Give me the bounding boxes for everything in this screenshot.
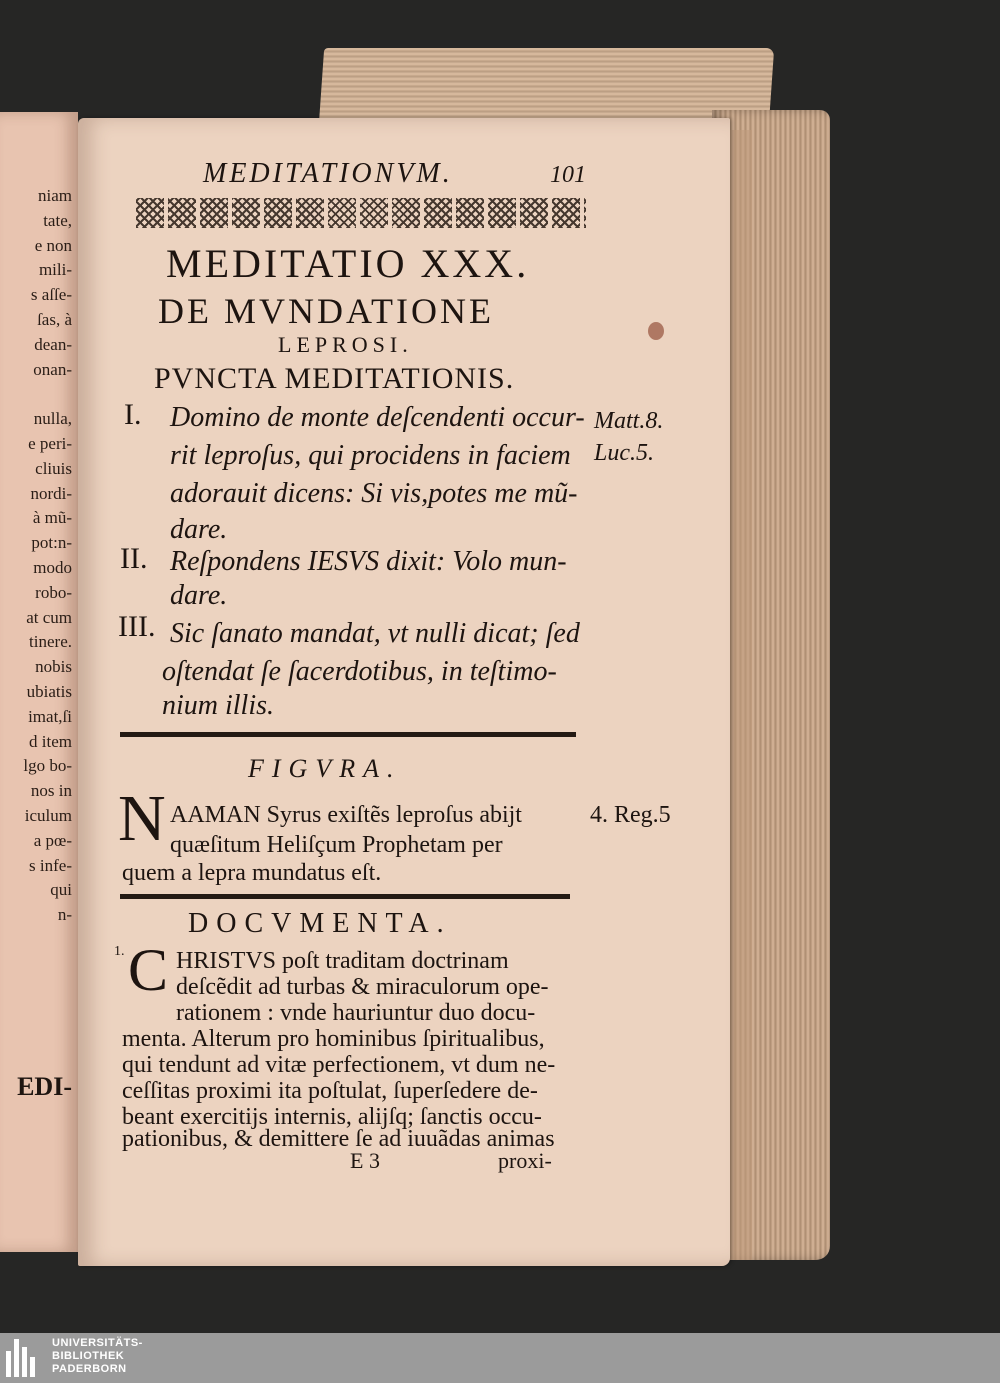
drop-initial: C bbox=[128, 937, 169, 1003]
documenta-line: HRISTVS poſt traditam doctrinam bbox=[176, 948, 509, 974]
left-page-fragment: à mũ- bbox=[32, 508, 72, 528]
left-page-fragment: qui bbox=[50, 880, 72, 900]
documenta-line: rationem : vnde hauriuntur duo docu- bbox=[176, 1000, 536, 1026]
library-footer bbox=[0, 1333, 1000, 1383]
divider-rule bbox=[120, 894, 570, 899]
left-page-fragment: dean- bbox=[34, 334, 72, 354]
left-page-fragment: tinere. bbox=[29, 632, 72, 652]
left-page-fragment: cliuis bbox=[35, 458, 72, 478]
figura-line: quæſitum Heliſçum Prophetam per bbox=[170, 832, 503, 858]
left-page-fragment: n- bbox=[57, 905, 72, 925]
point-numeral: II. bbox=[120, 542, 148, 575]
signature-mark: E 3 bbox=[350, 1148, 380, 1173]
point-numeral: III. bbox=[118, 610, 156, 643]
ornament-band bbox=[136, 198, 586, 228]
left-page-fragment: tate, bbox=[43, 210, 72, 230]
margin-reference: 4. Reg.5 bbox=[590, 802, 671, 828]
right-page bbox=[78, 118, 730, 1266]
point-line: rit leproſus, qui procidens in faciem bbox=[170, 440, 571, 471]
library-name-line: UNIVERSITÄTS- bbox=[52, 1337, 143, 1349]
left-page-fragment: imat,ſi bbox=[28, 706, 72, 726]
point-line: dare. bbox=[170, 514, 228, 545]
library-name bbox=[52, 1337, 143, 1376]
running-header: MEDITATIONVM. bbox=[203, 158, 453, 189]
documenta-line: ceſſitas proximi ita poſtulat, ſuperſedere de- bbox=[122, 1078, 538, 1104]
page-edge-shadow bbox=[730, 130, 752, 1260]
left-page-fragment: lgo bo- bbox=[23, 756, 72, 776]
left-page-fragment: nulla, bbox=[33, 409, 72, 429]
point-line: adorauit dicens: Si vis,potes me mũ- bbox=[170, 478, 578, 509]
puncta-heading: PVNCTA MEDITATIONIS. bbox=[154, 362, 515, 395]
library-name-line: PADERBORN bbox=[52, 1363, 127, 1375]
point-numeral: I. bbox=[124, 398, 142, 431]
point-line: Reſpondens IESVS dixit: Volo mun- bbox=[170, 546, 567, 577]
figura-heading: FIGVRA. bbox=[248, 754, 402, 783]
figura-line: AAMAN Syrus exiſtẽs leproſus abijt bbox=[170, 802, 522, 828]
documenta-line: deſcẽdit ad turbas & miraculorum ope- bbox=[176, 974, 549, 1000]
left-page-fragment: niam bbox=[38, 186, 72, 205]
left-page-fragment: ſas, à bbox=[37, 310, 72, 329]
point-line: Domino de monte deſcendenti occur- bbox=[170, 402, 585, 433]
library-logo-icon bbox=[6, 1339, 44, 1377]
divider-rule bbox=[120, 732, 576, 737]
left-page-fragment: d item bbox=[29, 731, 72, 751]
left-page-fragment: nobis bbox=[35, 657, 72, 677]
left-page-fragment: iculum bbox=[24, 806, 72, 825]
paper-stain bbox=[648, 322, 664, 340]
margin-reference: Matt.8. bbox=[594, 408, 664, 434]
point-line: nium illis. bbox=[162, 690, 275, 721]
documenta-heading: DOCVMENTA. bbox=[188, 908, 452, 939]
left-page-fragment: mili- bbox=[38, 260, 72, 280]
point-line: oſtendat ſe ſacerdotibus, in teſtimo- bbox=[162, 656, 557, 687]
left-page-fragment: a pœ- bbox=[33, 830, 72, 850]
catchword: proxi- bbox=[498, 1148, 552, 1173]
left-page-fragment: modo bbox=[33, 558, 72, 577]
left-page-fragment: nordi- bbox=[30, 483, 72, 503]
left-page-fragment: e peri- bbox=[28, 434, 72, 453]
meditation-subtitle-2: LEPROSI. bbox=[278, 332, 413, 357]
documenta-line: pationibus, & demittere ſe ad iuuãdas animas bbox=[122, 1126, 555, 1152]
figura-line: quem a lepra mundatus eſt. bbox=[122, 860, 382, 886]
left-page-fragment: pot:n- bbox=[31, 533, 72, 553]
library-name-line: BIBLIOTHEK bbox=[52, 1350, 125, 1362]
left-page-fragment: e non bbox=[34, 235, 72, 255]
left-page-fragment: s aſſe- bbox=[30, 285, 72, 305]
documenta-line: beant exercitijs internis, alijſq; ſanctis occu- bbox=[122, 1104, 542, 1130]
margin-reference: Luc.5. bbox=[594, 440, 654, 466]
documentum-number: 1. bbox=[114, 944, 125, 959]
point-line: Sic ſanato mandat, vt nulli dicat; ſed bbox=[170, 618, 580, 649]
page-number: 101 bbox=[550, 162, 586, 188]
left-page-heading: EDI- bbox=[17, 1072, 72, 1101]
documenta-line: qui tendunt ad vitæ perfectionem, vt dum ne- bbox=[122, 1052, 556, 1078]
left-page-fragment: s infe- bbox=[29, 855, 72, 875]
documenta-line: menta. Alterum pro hominibus ſpiritualibus, bbox=[122, 1026, 545, 1052]
left-page-fragment: onan- bbox=[33, 359, 72, 379]
meditation-subtitle: DE MVNDATIONE bbox=[158, 291, 494, 331]
drop-initial: N bbox=[118, 782, 166, 855]
left-page-fragment: robo- bbox=[35, 582, 72, 602]
left-page-fragment: ubiatis bbox=[26, 682, 72, 701]
point-line: dare. bbox=[170, 580, 228, 611]
left-page bbox=[0, 112, 78, 1252]
left-page-fragment: nos in bbox=[30, 781, 72, 801]
meditation-title: MEDITATIO XXX. bbox=[166, 241, 530, 286]
left-page-fragment: at cum bbox=[26, 607, 72, 627]
